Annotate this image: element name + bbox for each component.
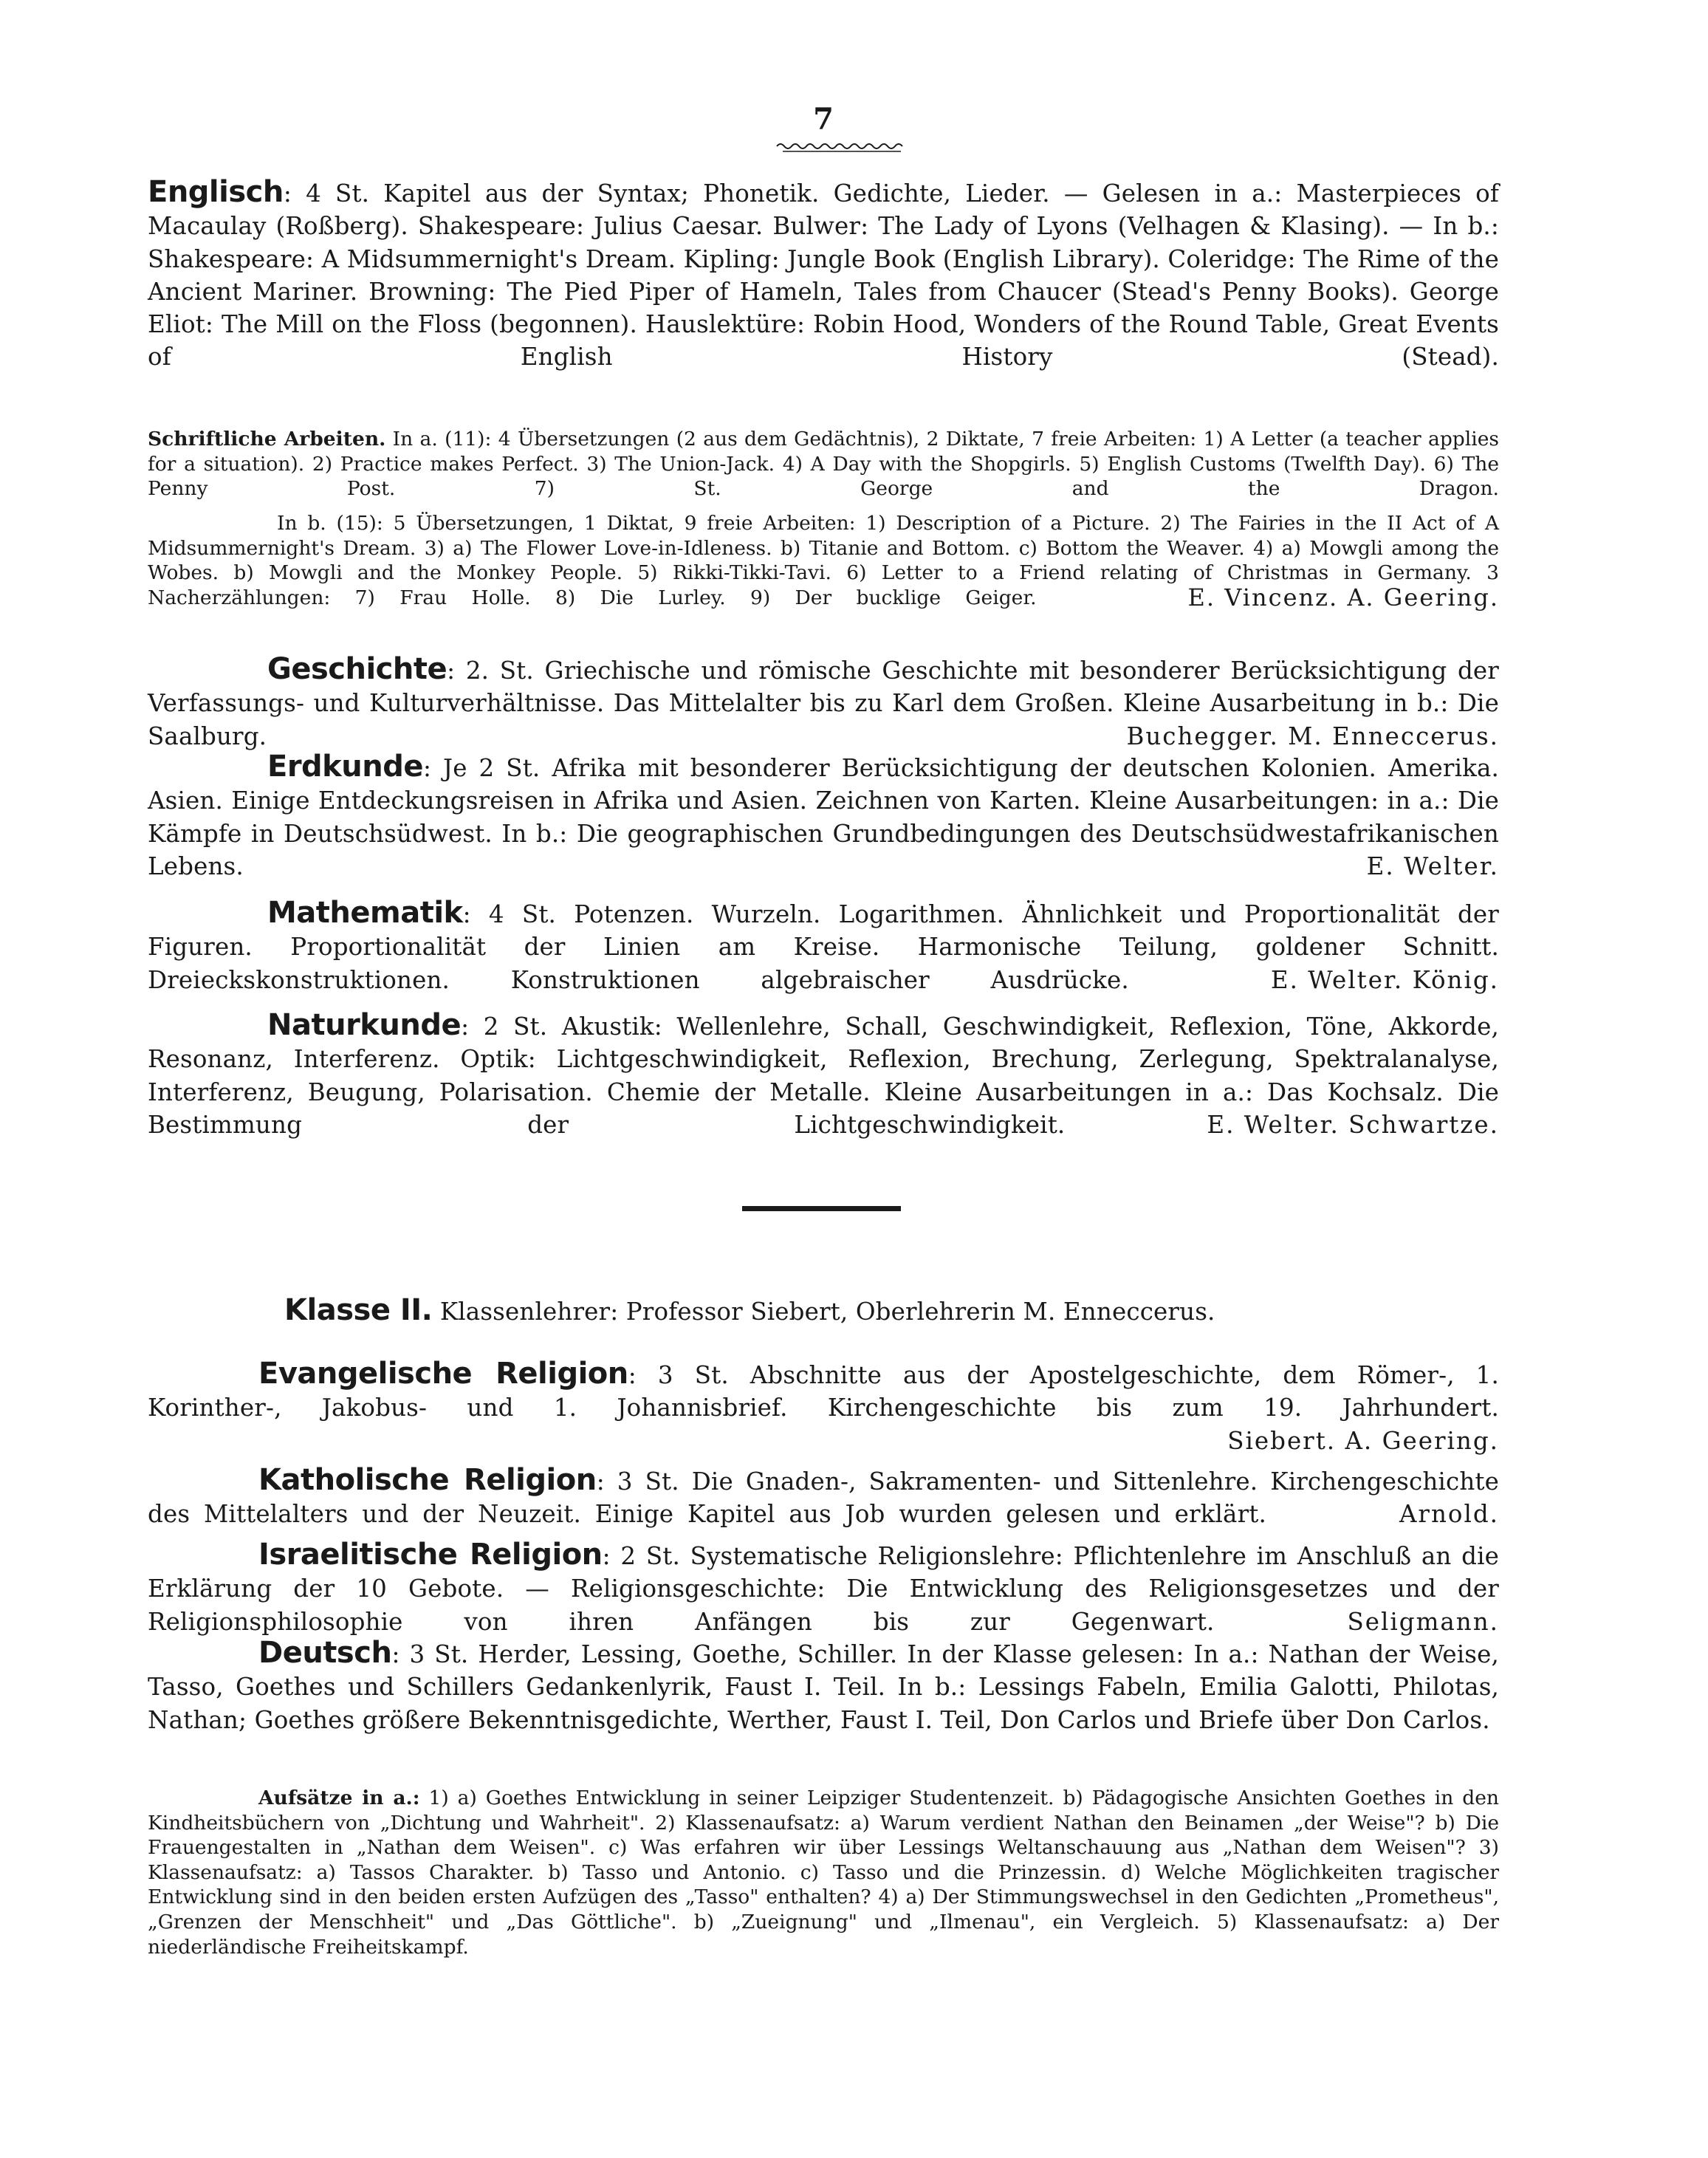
heading-englisch: Englisch: [148, 175, 284, 209]
heading-katholisch: Katholische Religion: [258, 1463, 597, 1497]
aufsaetze-text: 1) a) Goethes Entwicklung in seiner Leipziger Studentenzeit. b) Pädagogische Ansichten Goethes in den Kindheitsbüchern von „Dichtung und Wahrheit". 2) Klassenaufsatz: a) Warum verdient Nathan den Beinamen „der Weise"? b) Die Frauengestalten in „Nathan dem Weisen". c) Was erfahren wir über Lessings Weltanschauung aus „Nathan dem Weisen"? 3) Klassenaufsatz: a) Tassos Charakter. b) Tasso und Antonio. c) Tasso und die Prinzessin. d) Welche Möglichkeiten tragischer Entwicklung sind in den beiden ersten Aufzügen des „Tasso" enthalten? 4) a) Der Stimmungswechsel in den Gedichten „Prometheus", „Grenzen der Menschheit" und „Das Göttliche". b) „Zueignung" und „Ilmenau", ein Vergleich. 5) Klassenaufsatz: a) Der niederländische Freiheitskampf.: [148, 1787, 1499, 1959]
israelitisch-text: : 2 St. Systematische Religionslehre: Pflichtenlehre im Anschluß an die Erklärung der 10 Gebote. — Religionsgeschichte: Die Entwicklung des Religionsgesetzes und der Religionsphilosophie von ihren Anfängen bis zur Gegenwart.: [148, 1542, 1499, 1636]
heading-naturkunde: Naturkunde: [267, 1008, 462, 1042]
page-number: 7: [813, 102, 834, 137]
naturkunde-teachers: E. Welter. Schwartze.: [1207, 1110, 1499, 1139]
section-englisch: [148, 176, 1499, 374]
erdkunde-text: : Je 2 St. Afrika mit besonderer Berücksichtigung der deutschen Kolonien. Amerika. Asien. Einige Entdeckungsreisen in Afrika und Asien. Zeichnen von Karten. Kleine Ausarbeitungen: in a.: Die Kämpfe in Deutschsüdwest. In b.: Die geographischen Grundbedingungen des Deutschsüdwestafrikanischen Lebens.: [148, 754, 1499, 880]
klasse-text: Klassenlehrer: Professor Siebert, Oberlehrerin M. Enneccerus.: [432, 1298, 1215, 1326]
heading-geschichte: Geschichte: [267, 652, 447, 686]
deutsch-text: : 3 St. Herder, Lessing, Goethe, Schiller. In der Klasse gelesen: In a.: Nathan der Weise, Tasso, Goethes und Schillers Gedankenlyrik, Faust I. Teil. In b.: Lessings Fabeln, Emilia Galotti, Philotas, Nathan; Goethes größere Bekenntnisgedichte, Werther, Faust I. Teil, Don Carlos und Briefe über Don Carlos.: [148, 1640, 1499, 1734]
section-mathematik: [148, 897, 1499, 996]
englisch-arbeiten-b: [148, 511, 1499, 610]
englisch-arbeiten-a: [148, 427, 1499, 501]
section-naturkunde: [148, 1009, 1499, 1141]
katholisch-teachers: Arnold.: [1399, 1500, 1499, 1529]
heading-klasse: Klasse II.: [284, 1293, 433, 1327]
section-deutsch: [148, 1637, 1499, 1736]
aufsaetze-label: Aufsätze in a.:: [258, 1787, 420, 1809]
geschichte-teachers: Buchegger. M. Enneccerus.: [1126, 722, 1499, 750]
evangelisch-text: : 3 St. Abschnitte aus der Apostelgeschichte, dem Römer-, 1. Korinther-, Jakobus- und 1. Johannisbrief. Kirchengeschichte bis zum 19. Jahrhundert.: [148, 1361, 1499, 1422]
englisch-text: : 4 St. Kapitel aus der Syntax; Phonetik. Gedichte, Lieder. — Gelesen in a.: Masterpieces of Macaulay (Roßberg). Shakespeare: Julius Caesar. Bulwer: The Lady of Lyons (Velhagen & Klasing). — In b.: Shakespeare: A Midsummernight's Dream. Kipling: Jungle Book (English Library). Coleridge: The Rime of the Ancient Mariner. Browning: The Pied Piper of Hameln, Tales from Chaucer (Stead's Penny Books). George Eliot: The Mill on the Floss (begonnen). Hauslektüre: Robin Hood, Wonders of the Round Table, Great Events of English History (Stead).: [148, 179, 1499, 371]
ornament-divider: [775, 140, 908, 155]
englisch-teachers: E. Vincenz. A. Geering.: [1187, 583, 1499, 612]
erdkunde-teachers: E. Welter.: [1366, 852, 1499, 880]
naturkunde-text: : 2 St. Akustik: Wellenlehre, Schall, Geschwindigkeit, Reflexion, Töne, Akkorde, Resonanz, Interferenz. Optik: Lichtgeschwindigkeit, Reflexion, Brechung, Zerlegung, Spektralanalyse, Interferenz, Beugung, Polarisation. Chemie der Metalle. Kleine Ausarbeitungen in a.: Das Kochsalz. Die Bestimmung der Lichtgeschwindigkeit.: [148, 1013, 1499, 1139]
evangelisch-teachers: Siebert. A. Geering.: [1227, 1426, 1499, 1455]
mathematik-text: : 4 St. Potenzen. Wurzeln. Logarithmen. Ähnlichkeit und Proportionalität der Figuren. Proportionalität der Linien am Kreise. Harmonische Teilung, goldener Schnitt. Dreieckskonstruktionen. Konstruktionen algebraischer Ausdrücke.: [148, 900, 1499, 994]
section-evangelisch: [148, 1357, 1499, 1457]
arbeiten-label: Schriftliche Arbeiten.: [148, 428, 386, 451]
klasse-heading-line: [284, 1294, 1495, 1328]
heading-erdkunde: Erdkunde: [267, 750, 423, 784]
katholisch-text: : 3 St. Die Gnaden-, Sakramenten- und Sittenlehre. Kirchengeschichte des Mittelalters und der Neuzeit. Einige Kapitel aus Job wurden gelesen und erklärt.: [148, 1467, 1499, 1529]
heading-mathematik: Mathematik: [267, 896, 463, 930]
geschichte-text: : 2. St. Griechische und römische Geschichte mit besonderer Berücksichtigung der Verfassungs- und Kulturverhältnisse. Das Mittelalter bis zu Karl dem Großen. Kleine Ausarbeitung in b.: Die Saalburg.: [148, 657, 1499, 750]
section-katholisch: [148, 1464, 1499, 1531]
section-erdkunde: [148, 750, 1499, 883]
arbeiten-b-text: In b. (15): 5 Übersetzungen, 1 Diktat, 9 freie Arbeiten: 1) Description of a Picture. 2) The Fairies in the II Act of A Midsummernight's Dream. 3) a) The Flower Love-in-Idleness. b) Titanie and Bottom. c) Bottom the Weaver. 4) a) Mowgli among the Wobes. b) Mowgli and the Monkey People. 5) Rikki-Tikki-Tavi. 6) Letter to a Friend relating of Christmas in Germany. 3 Nacherzählungen: 7) Frau Holle. 8) Die Lurley. 9) Der bucklige Geiger.: [148, 512, 1499, 609]
heading-evangelisch: Evangelische Religion: [258, 1357, 628, 1391]
heading-deutsch: Deutsch: [258, 1636, 392, 1670]
section-israelitisch: [148, 1538, 1499, 1638]
israelitisch-teachers: Seligmann.: [1347, 1607, 1499, 1636]
heading-israelitisch: Israelitische Religion: [258, 1538, 603, 1572]
mathematik-teachers: E. Welter. König.: [1270, 965, 1499, 994]
arbeiten-a-text: In a. (11): 4 Übersetzungen (2 aus dem Gedächtnis), 2 Diktate, 7 freie Arbeiten: 1) A Letter (a teacher applies for a situation). 2) Practice makes Perfect. 3) The Union-Jack. 4) A Day with the Shopgirls. 5) English Customs (Twelfth Day). 6) The Penny Post. 7) St. George and the Dragon.: [148, 428, 1499, 501]
deutsch-aufsaetze: [148, 1786, 1499, 1959]
section-divider: [742, 1206, 901, 1211]
section-geschichte: [148, 653, 1499, 753]
